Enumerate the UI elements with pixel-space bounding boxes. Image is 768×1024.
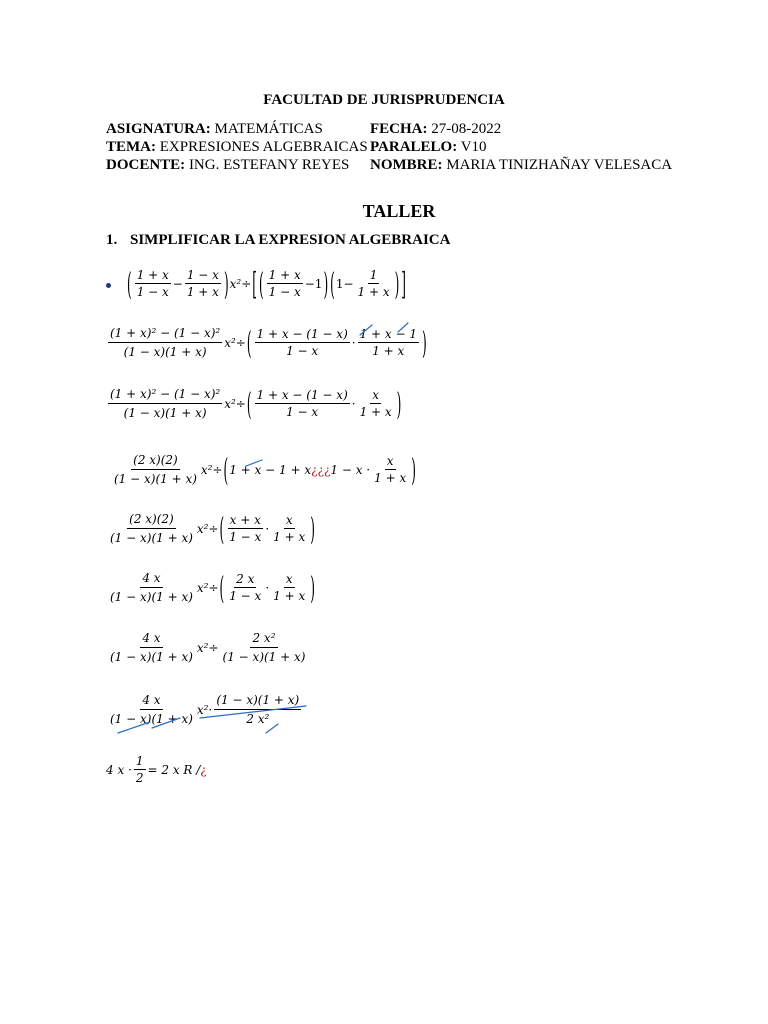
asignatura-label: ASIGNATURA: bbox=[106, 121, 211, 137]
paren-open: ( bbox=[219, 569, 225, 606]
paren-open: ( bbox=[127, 265, 132, 302]
cancel-stroke bbox=[118, 722, 150, 733]
step-1: $\frac{\text{(1 + x)² − (1 − x)²}}{(1 - x)(1 + x)}$ x² ÷ ( $\frac{1 + x - (1 - x)}{1 - x}$ · $\frac{1 + x - 1}{1 + x}$ ) bbox=[110, 324, 427, 361]
numerator: 1 + x bbox=[268, 268, 301, 282]
denominator: 2 x² bbox=[246, 712, 270, 726]
denominator: (1 − x)(1 + x) bbox=[110, 531, 193, 545]
red-mark: ¿ bbox=[200, 762, 207, 777]
numerator: x bbox=[285, 572, 293, 586]
x-squared: x² bbox=[224, 335, 236, 350]
final-lhs: 4 x · bbox=[106, 762, 132, 777]
denominator: 1 + x bbox=[357, 285, 390, 299]
asignatura-value: MATEMÁTICAS bbox=[214, 121, 323, 137]
numerator: 2 x bbox=[236, 572, 255, 586]
one-minus: 1− bbox=[335, 276, 354, 291]
divide-sign: ÷ bbox=[208, 640, 219, 655]
docente-value: ING. ESTEFANY REYES bbox=[188, 157, 350, 173]
denominator: (1 − x)(1 + x) bbox=[114, 472, 197, 486]
question-number: 1. bbox=[106, 232, 118, 248]
paren-close: ) bbox=[396, 385, 402, 422]
denominator: (1 − x)(1 + x) bbox=[110, 590, 193, 604]
numerator: 1 bbox=[369, 268, 378, 282]
denominator: 1 − x bbox=[136, 285, 169, 299]
divide-sign: ÷ bbox=[208, 580, 219, 595]
x-squared: x² bbox=[224, 396, 236, 411]
paren-close: ) bbox=[310, 510, 315, 547]
numerator: x bbox=[386, 454, 394, 468]
paren-close: ) bbox=[411, 451, 416, 488]
cancel-stroke bbox=[398, 323, 408, 332]
paren-close: ) bbox=[310, 569, 315, 606]
divide-sign: ÷ bbox=[208, 521, 219, 536]
minus-one: −1 bbox=[304, 276, 323, 291]
numerator: x + x bbox=[229, 513, 261, 527]
paralelo-value: V10 bbox=[460, 139, 487, 155]
divide-sign: ÷ bbox=[241, 276, 252, 291]
bracket-open: [ bbox=[252, 265, 257, 302]
divide-sign: ÷ bbox=[235, 335, 246, 350]
denominator: 1 + x bbox=[372, 344, 405, 358]
numerator: 1 + x − 1 bbox=[359, 327, 417, 341]
x-squared: x² bbox=[229, 276, 242, 291]
denominator: 2 bbox=[135, 771, 144, 785]
step-4: $\frac{(2 x)(2)}{(1 - x)(1 + x)}$ x² ÷ ( $\frac{x + x}{1 - x}$ · $\frac{x}{1 + x}$ ) bbox=[110, 510, 315, 547]
x-squared: x² bbox=[196, 702, 209, 717]
nombre-label: NOMBRE: bbox=[370, 157, 443, 173]
denominator: 1 − x bbox=[286, 344, 319, 358]
x-squared: x² bbox=[196, 521, 209, 536]
denominator: 1 + x bbox=[273, 589, 306, 603]
numerator: 2 x² bbox=[250, 630, 277, 648]
numerator: 4 x bbox=[140, 570, 162, 588]
x-squared: x² bbox=[200, 462, 213, 477]
cancel-stroke bbox=[360, 325, 372, 335]
denominator: (1 − x)(1 + x) bbox=[110, 650, 193, 664]
denominator: 1 − x bbox=[268, 285, 301, 299]
step-7: $\frac{4 x}{(1 - x)(1 + x)}$ x² · $\frac{(1 - x)(1 + x)}{\text{2 x²}}$ bbox=[110, 693, 300, 726]
paren-open: ( bbox=[219, 510, 225, 547]
step-5: $\frac{4 x}{(1 - x)(1 + x)}$ x² ÷ ( $\frac{2 x}{1 - x}$ · $\frac{x}{1 + x}$ ) bbox=[110, 569, 315, 606]
numerator: 4 x bbox=[140, 630, 162, 648]
tema-value: EXPRESIONES ALGEBRAICAS bbox=[159, 139, 368, 155]
inner-expression: 1 + x − 1 + x bbox=[229, 462, 312, 477]
paren-close: ) bbox=[323, 265, 329, 302]
denominator: (1 − x)(1 + x) bbox=[123, 345, 207, 359]
paren-close: ) bbox=[223, 265, 229, 302]
denominator: (1 − x)(1 + x) bbox=[110, 712, 193, 726]
paren-close: ) bbox=[394, 265, 400, 302]
denominator: (1 − x)(1 + x) bbox=[222, 650, 306, 664]
denominator: 1 + x bbox=[359, 405, 392, 419]
numerator: 1 + x − (1 − x) bbox=[256, 388, 348, 402]
section-title: TALLER bbox=[362, 201, 436, 221]
bracket-close: ] bbox=[401, 265, 406, 302]
docente-label: DOCENTE: bbox=[106, 157, 186, 173]
question-text: SIMPLIFICAR LA EXPRESION ALGEBRAICA bbox=[130, 232, 451, 248]
numerator: 1 + x bbox=[136, 268, 169, 282]
numerator: (1 + x)² − (1 − x)² bbox=[108, 386, 222, 404]
fecha-label: FECHA: bbox=[370, 121, 428, 137]
inner-tail: 1 − x · bbox=[330, 462, 371, 477]
x-squared: x² bbox=[196, 640, 209, 655]
nombre-value: MARIA TINIZHAÑAY VELESACA bbox=[446, 157, 673, 173]
paralelo-label: PARALELO: bbox=[370, 139, 458, 155]
divide-sign: ÷ bbox=[235, 396, 246, 411]
red-marks: ¿¿¿ bbox=[311, 462, 331, 477]
denominator: 1 + x bbox=[374, 471, 407, 485]
divide-sign: ÷ bbox=[212, 462, 223, 477]
cancel-stroke bbox=[266, 724, 278, 733]
paren-open: ( bbox=[223, 451, 229, 488]
paren-open: ( bbox=[330, 265, 335, 302]
numerator: x bbox=[372, 388, 380, 402]
tema-label: TEMA: bbox=[106, 139, 156, 155]
denominator: 1 − x bbox=[229, 530, 262, 544]
numerator: (1 − x)(1 + x) bbox=[214, 692, 301, 710]
step-2: $\frac{\text{(1 + x)² − (1 − x)²}}{(1 - x)(1 + x)}$ x² ÷ ( $\frac{1 + x - (1 - x)}{1 - x}$ · $\frac{x}{1 + x}$ ) bbox=[110, 385, 402, 422]
denominator: 1 − x bbox=[286, 405, 319, 419]
x-squared: x² bbox=[196, 580, 209, 595]
numerator: 1 bbox=[135, 754, 144, 768]
expression-original: ( $\frac{1 + x}{1 - x}$ − $\frac{1 - x}{1 + x}$ ) x² ÷ [ ( $\frac{1 + x}{1 - x}$ −1 ) ( 1− $\frac{1}{1 + x}$ ) ] bbox=[127, 265, 406, 302]
paren-open: ( bbox=[258, 265, 264, 302]
numerator: (2 x)(2) bbox=[127, 511, 176, 529]
denominator: 1 − x bbox=[229, 589, 262, 603]
cancel-stroke bbox=[152, 718, 180, 728]
paren-open: ( bbox=[246, 385, 252, 422]
numerator: (1 + x)² − (1 − x)² bbox=[108, 325, 222, 343]
numerator: 1 + x − (1 − x) bbox=[256, 327, 348, 341]
denominator: (1 − x)(1 + x) bbox=[123, 406, 207, 420]
numerator: (2 x)(2) bbox=[131, 452, 180, 470]
numerator: x bbox=[285, 513, 293, 527]
denominator: 1 + x bbox=[273, 530, 306, 544]
paren-close: ) bbox=[421, 324, 427, 361]
paren-open: ( bbox=[246, 324, 252, 361]
denominator: 1 + x bbox=[186, 285, 219, 299]
final-rhs: = 2 x R / bbox=[147, 762, 201, 777]
numerator: 1 − x bbox=[186, 268, 219, 282]
cancel-stroke bbox=[246, 460, 262, 466]
numerator: 4 x bbox=[140, 692, 162, 710]
faculty-title: FACULTAD DE JURISPRUDENCIA bbox=[263, 92, 505, 108]
fecha-value: 27-08-2022 bbox=[431, 121, 502, 137]
cancel-stroke bbox=[200, 706, 306, 718]
